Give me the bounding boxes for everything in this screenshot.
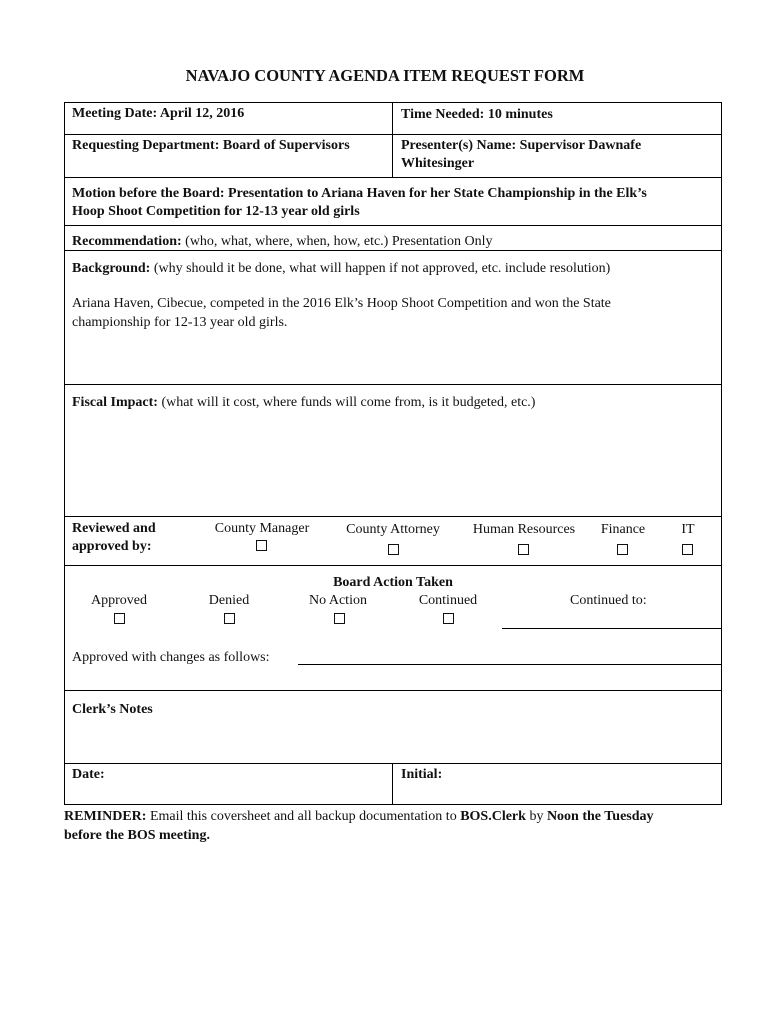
table-left-border-upper [64,102,65,628]
action-denied-label: Denied [208,593,250,608]
requesting-department: Requesting Department: Board of Supervisors [72,138,350,153]
table-left-border-lower [64,628,65,805]
reviewer-human-resources: Human Resources [472,522,576,537]
background-line2: championship for 12-13 year old girls. [72,315,288,330]
approved-changes-line [298,664,722,665]
background-heading [72,260,610,278]
checkbox-denied[interactable] [224,613,235,624]
checkbox-human-resources[interactable] [518,544,529,555]
background-hint: (why should it be done, what will happen if not approved, etc. include resolution) [150,261,611,276]
recommendation [72,233,493,251]
checkbox-it[interactable] [682,544,693,555]
reviewer-it: IT [681,522,695,537]
row-divider [64,177,722,178]
recommendation-text: (who, what, where, when, how, etc.) Presentation Only [181,234,493,249]
row-divider [64,516,722,517]
table-right-border-lower [721,628,722,805]
background-line1: Ariana Haven, Cibecue, competed in the 2016 Elk’s Hoop Shoot Competition and won the State [72,296,611,311]
column-divider-top [392,102,393,178]
date-label: Date: [72,767,105,782]
approved-changes-label: Approved with changes as follows: [72,650,270,665]
reminder-line1 [64,808,654,826]
initial-label: Initial: [401,767,443,782]
board-action-title: Board Action Taken [333,575,453,590]
row-divider [64,690,722,691]
presenter-name-line1: Presenter(s) Name: Supervisor Dawnafe [401,138,642,153]
fiscal-impact [72,394,535,412]
action-no-action-label: No Action [309,593,367,608]
reminder-deadline: Noon the Tuesday [546,809,654,824]
checkbox-county-attorney[interactable] [388,544,399,555]
table-right-border-upper [721,102,722,628]
reminder-line2: before the BOS meeting. [64,828,210,843]
form-title: NAVAJO COUNTY AGENDA ITEM REQUEST FORM [185,66,585,85]
checkbox-continued[interactable] [443,613,454,624]
row-divider [64,134,722,135]
time-needed: Time Needed: 10 minutes [401,107,553,122]
row-divider [64,225,722,226]
reviewer-county-manager: County Manager [214,521,310,536]
reviewed-line1: Reviewed and [72,521,156,536]
checkbox-no-action[interactable] [334,613,345,624]
row-divider [64,565,722,566]
motion-line2: Hoop Shoot Competition for 12-13 year old girls [72,204,360,219]
continued-to-line [502,628,722,629]
meeting-date: Meeting Date: April 12, 2016 [72,106,245,121]
reviewer-county-attorney: County Attorney [346,522,440,537]
reminder-text2: by [525,809,547,824]
row-divider [64,763,722,764]
action-approved-label: Approved [91,593,147,608]
approved-changes-field[interactable] [299,646,721,664]
fiscal-hint: (what will it cost, where funds will come from, is it budgeted, etc.) [157,395,536,410]
reviewer-finance: Finance [600,522,646,537]
table-bottom-border [64,804,722,805]
clerks-notes-label: Clerk’s Notes [72,702,153,717]
fiscal-label: Fiscal Impact: [72,395,158,410]
reviewed-line2: approved by: [72,539,152,554]
checkbox-finance[interactable] [617,544,628,555]
table-top-border [64,102,722,103]
column-divider-bottom [392,763,393,805]
checkbox-county-manager[interactable] [256,540,267,551]
motion-line1: Motion before the Board: Presentation to Ariana Haven for her State Championship in the Elk’s [72,186,647,201]
reminder-target: BOS.Clerk [460,809,526,824]
recommendation-label: Recommendation: [72,234,182,249]
continued-to-label: Continued to: [570,593,647,608]
checkbox-approved[interactable] [114,613,125,624]
continued-to-field[interactable] [503,608,721,628]
reminder-text1: Email this coversheet and all backup documentation to [146,809,461,824]
action-continued-label: Continued [418,593,478,608]
background-label: Background: [72,261,151,276]
reminder-label: REMINDER: [64,809,147,824]
row-divider [64,384,722,385]
presenter-name-line2: Whitesinger [401,156,475,171]
